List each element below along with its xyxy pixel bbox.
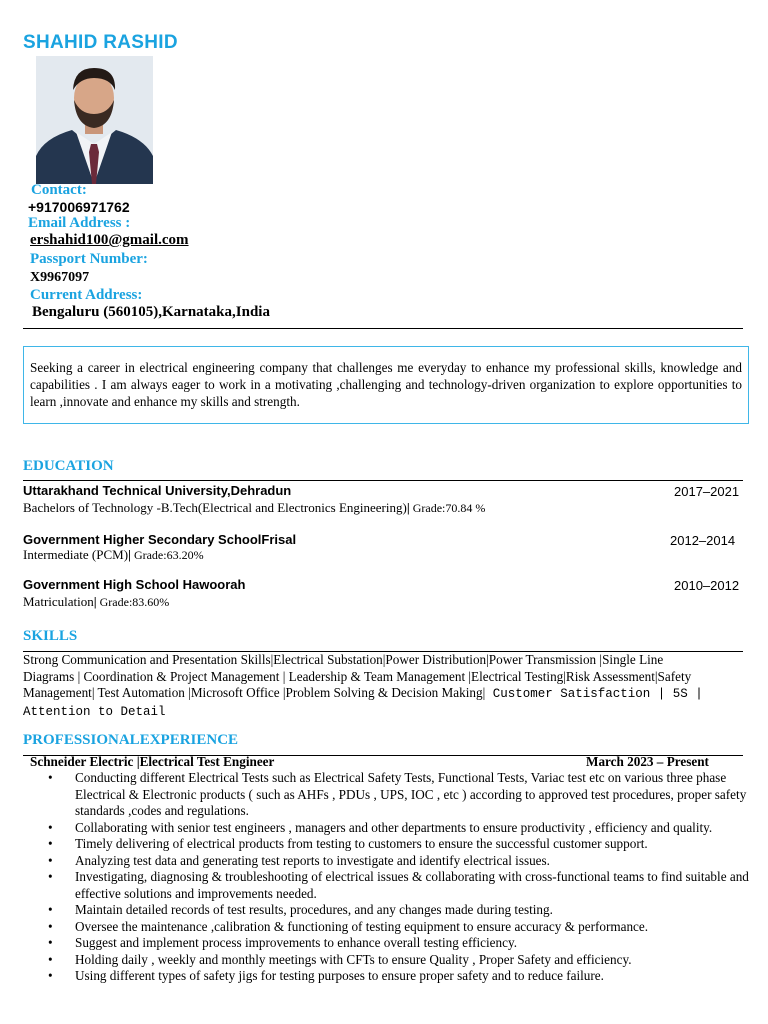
duty-item [48, 951, 765, 969]
profile-photo [36, 56, 153, 184]
bullet-icon: • [48, 869, 53, 884]
degree-grade: Grade:63.20% [130, 548, 204, 562]
skills-list-tail: Customer Satisfaction | 5S | Attention to Detail [23, 687, 703, 719]
objective-text: Seeking a career in electrical engineering company that challenges me everyday to enhance my professional skills, knowledge and capabilities . I am always eager to work in a motivating ,challenging and technology-driven organization to explore opportunities to learn ,innovate and enhance my skills and strength. [30, 360, 742, 409]
degree-separator: | [406, 500, 410, 515]
education-years-1: 2017–2021 [674, 484, 740, 499]
education-years-2: 2012–2014 [670, 533, 736, 548]
degree-grade: Grade:83.60% [96, 595, 170, 609]
education-institution-2: Government Higher Secondary SchoolFrisal [23, 532, 297, 547]
skills-text [23, 652, 713, 720]
education-institution-3: Government High School Hawoorah [23, 577, 246, 592]
duty-text: Conducting different Electrical Tests such as Electrical Safety Tests, Functional Tests, Variac test etc on various three phase Electrical & Electronic products ( such as AHFs , PDUs , UPS, IOC , etc ) according to approved test procedures, proper safety standards ,codes and regulations. [75, 770, 747, 818]
bullet-icon: • [48, 935, 53, 950]
degree-name: Bachelors of Technology -B.Tech(Electrical and Electronics Engineering) [23, 500, 407, 515]
objective-box [23, 346, 749, 424]
duty-item [48, 968, 765, 985]
duty-item [48, 836, 765, 853]
education-divider [23, 480, 743, 481]
passport-number: X9967097 [30, 270, 90, 285]
duty-item [48, 869, 765, 902]
current-address: Bengaluru (560105),Karnataka,India [32, 304, 270, 320]
duty-text: Collaborating with senior test engineers , managers and other departments to ensure productivity , efficiency and quality. [75, 819, 713, 835]
duty-text: Oversee the maintenance ,calibration & functioning of testing equipment to ensure accuracy & performance. [75, 918, 649, 934]
skills-list: Strong Communication and Presentation Skills|Electrical Substation|Power Distribution|Power Transmission |Single Line Diagrams | Coordination & Project Management | Leadership & Team Management |Electrical Testing|Risk Assessment|Safety Management| Test Automation |Microsoft Office |Problem Solving & Decision Making| [23, 652, 692, 700]
bullet-icon: • [48, 918, 53, 934]
candidate-name: SHAHID RASHID [23, 32, 178, 53]
bullet-icon: • [48, 951, 53, 967]
duty-text: Investigating, diagnosing & troubleshooting of electrical issues & collaborating with cross-functional teams to find suitable and effective solutions and improvements needed. [75, 869, 749, 901]
duty-item [48, 819, 765, 837]
passport-label: Passport Number: [30, 251, 148, 267]
header-divider [23, 328, 743, 329]
education-degree-2 [23, 547, 204, 563]
education-degree-3 [23, 594, 169, 610]
profile-photo-icon [36, 56, 153, 184]
duty-item [48, 770, 765, 820]
education-years-3: 2010–2012 [674, 578, 740, 593]
education-heading: EDUCATION [23, 458, 114, 474]
address-label: Current Address: [30, 287, 143, 303]
duty-item [48, 852, 765, 870]
phone-number: +917006971762 [28, 199, 130, 215]
duty-text: Holding daily , weekly and monthly meetings with CFTs to ensure Quality , Proper Safety and efficiency. [75, 951, 632, 967]
duty-item [48, 918, 765, 936]
bullet-icon: • [48, 902, 53, 917]
education-institution-1: Uttarakhand Technical University,Dehradun [23, 483, 292, 498]
skills-heading: SKILLS [23, 628, 78, 644]
email-label: Email Address : [28, 215, 131, 231]
duty-text: Maintain detailed records of test results, procedures, and any changes made during testing. [75, 902, 553, 917]
experience-duties-list [30, 770, 765, 985]
experience-period: March 2023 – Present [586, 754, 709, 769]
experience-heading: PROFESSIONALEXPERIENCE [23, 732, 239, 748]
education-degree-1 [23, 500, 485, 516]
degree-name: Matriculation [23, 594, 94, 609]
duty-item [48, 935, 765, 952]
degree-name: Intermediate (PCM) [23, 547, 129, 562]
degree-grade: Grade:70.84 % [409, 501, 486, 515]
bullet-icon: • [48, 852, 53, 868]
duty-text: Using different types of safety jigs for testing purposes to ensure proper safety and to reduce failure. [75, 968, 604, 983]
degree-separator: | [128, 547, 131, 562]
bullet-icon: • [48, 836, 53, 851]
experience-company-role: Schneider Electric |Electrical Test Engineer [30, 754, 275, 769]
degree-separator: | [93, 594, 97, 609]
contact-label: Contact: [31, 182, 87, 198]
duty-text: Timely delivering of electrical products from testing to customers to ensure the successful customer support. [75, 836, 648, 851]
bullet-icon: • [48, 819, 53, 835]
email-link[interactable]: ershahid100@gmail.com [30, 232, 189, 248]
duty-text: Analyzing test data and generating test reports to investigate and identify electrical issues. [75, 852, 550, 868]
duty-text: Suggest and implement process improvements to enhance overall testing efficiency. [75, 935, 518, 950]
bullet-icon: • [48, 968, 53, 983]
duty-item [48, 902, 765, 919]
bullet-icon: • [48, 770, 53, 785]
